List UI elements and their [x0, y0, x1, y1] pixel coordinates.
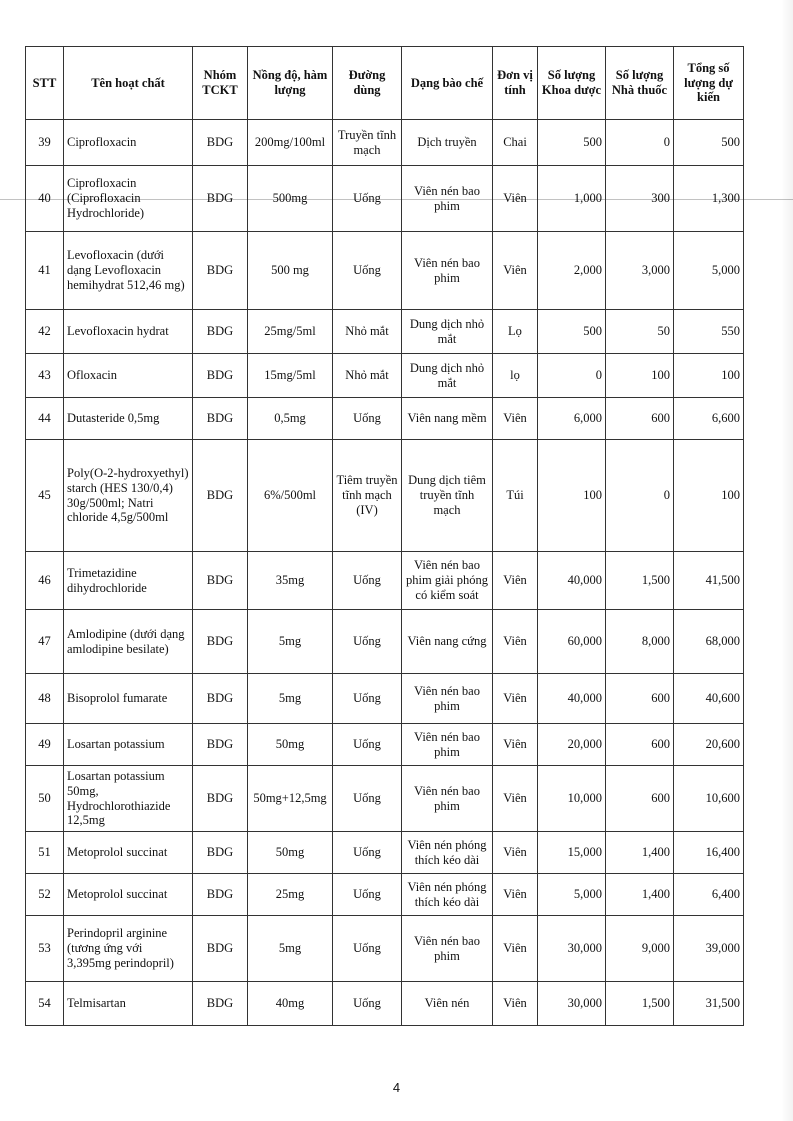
row-total: 31,500: [674, 982, 744, 1026]
row-form: Viên nén phóng thích kéo dài: [402, 874, 493, 916]
row-name: Metoprolol succinat: [64, 832, 193, 874]
row-route: Uống: [333, 166, 402, 232]
row-pharmacy-dept: 20,000: [538, 724, 606, 766]
row-unit: Lọ: [493, 310, 538, 354]
row-group: BDG: [193, 310, 248, 354]
row-group: BDG: [193, 354, 248, 398]
header-name: Tên hoạt chất: [64, 47, 193, 120]
table-row: [26, 166, 744, 232]
row-strength: 50mg+12,5mg: [248, 766, 333, 832]
row-route: Nhỏ mắt: [333, 310, 402, 354]
table-row: [26, 398, 744, 440]
row-stt: 50: [26, 766, 64, 832]
table-row: [26, 354, 744, 398]
table-row: [26, 724, 744, 766]
row-name: Losartan potassium 50mg, Hydrochlorothiazide 12,5mg: [64, 766, 193, 832]
row-group: BDG: [193, 766, 248, 832]
table-row: [26, 310, 744, 354]
row-strength: 500mg: [248, 166, 333, 232]
row-pharmacy-store: 1,400: [606, 832, 674, 874]
row-pharmacy-store: 600: [606, 766, 674, 832]
row-stt: 44: [26, 398, 64, 440]
table-row: [26, 610, 744, 674]
row-group: BDG: [193, 440, 248, 552]
row-form: Viên nén phóng thích kéo dài: [402, 832, 493, 874]
row-strength: 35mg: [248, 552, 333, 610]
row-pharmacy-dept: 60,000: [538, 610, 606, 674]
header-group: Nhóm TCKT: [193, 47, 248, 120]
row-stt: 47: [26, 610, 64, 674]
row-unit: Viên: [493, 232, 538, 310]
row-unit: Viên: [493, 982, 538, 1026]
row-group: BDG: [193, 552, 248, 610]
row-stt: 42: [26, 310, 64, 354]
row-pharmacy-dept: 15,000: [538, 832, 606, 874]
row-name: Metoprolol succinat: [64, 874, 193, 916]
row-form: Viên nén bao phim: [402, 674, 493, 724]
row-stt: 51: [26, 832, 64, 874]
row-name: Ciprofloxacin: [64, 120, 193, 166]
row-group: BDG: [193, 724, 248, 766]
row-form: Viên nén bao phim: [402, 766, 493, 832]
row-strength: 0,5mg: [248, 398, 333, 440]
drug-table: [25, 46, 744, 1026]
page-number: 4: [392, 1080, 401, 1095]
row-stt: 46: [26, 552, 64, 610]
row-pharmacy-store: 1,500: [606, 982, 674, 1026]
row-total: 10,600: [674, 766, 744, 832]
header-stt: STT: [26, 47, 64, 120]
row-total: 100: [674, 440, 744, 552]
table-row: [26, 832, 744, 874]
row-route: Tiêm truyền tĩnh mạch (IV): [333, 440, 402, 552]
table-row: [26, 232, 744, 310]
row-pharmacy-store: 1,400: [606, 874, 674, 916]
row-pharmacy-dept: 5,000: [538, 874, 606, 916]
row-strength: 5mg: [248, 674, 333, 724]
header-strength: Nồng độ, hàm lượng: [248, 47, 333, 120]
row-unit: Viên: [493, 552, 538, 610]
row-unit: Viên: [493, 398, 538, 440]
row-route: Uống: [333, 724, 402, 766]
row-pharmacy-store: 600: [606, 398, 674, 440]
row-pharmacy-dept: 1,000: [538, 166, 606, 232]
row-group: BDG: [193, 120, 248, 166]
row-strength: 50mg: [248, 724, 333, 766]
table-row: [26, 552, 744, 610]
row-strength: 500 mg: [248, 232, 333, 310]
scan-edge-shadow: [781, 0, 793, 1121]
row-strength: 5mg: [248, 610, 333, 674]
table-row: [26, 120, 744, 166]
row-group: BDG: [193, 610, 248, 674]
table-header-row: [26, 47, 744, 120]
table-row: [26, 982, 744, 1026]
row-pharmacy-store: 50: [606, 310, 674, 354]
header-route: Đường dùng: [333, 47, 402, 120]
header-pharmacy-dept: Số lượng Khoa dược: [538, 47, 606, 120]
row-name: Bisoprolol fumarate: [64, 674, 193, 724]
table-row: [26, 916, 744, 982]
table-row: [26, 674, 744, 724]
row-name: Telmisartan: [64, 982, 193, 1026]
row-unit: Viên: [493, 916, 538, 982]
row-form: Viên nang mềm: [402, 398, 493, 440]
row-unit: Viên: [493, 724, 538, 766]
row-pharmacy-dept: 6,000: [538, 398, 606, 440]
row-strength: 40mg: [248, 982, 333, 1026]
row-total: 550: [674, 310, 744, 354]
row-pharmacy-store: 300: [606, 166, 674, 232]
row-route: Uống: [333, 916, 402, 982]
row-form: Dung dịch nhỏ mắt: [402, 354, 493, 398]
row-route: Uống: [333, 982, 402, 1026]
row-pharmacy-store: 600: [606, 674, 674, 724]
row-strength: 15mg/5ml: [248, 354, 333, 398]
row-group: BDG: [193, 916, 248, 982]
row-stt: 54: [26, 982, 64, 1026]
row-strength: 25mg: [248, 874, 333, 916]
row-stt: 43: [26, 354, 64, 398]
row-form: Viên nén bao phim: [402, 916, 493, 982]
row-unit: Viên: [493, 610, 538, 674]
row-pharmacy-store: 3,000: [606, 232, 674, 310]
row-total: 6,400: [674, 874, 744, 916]
row-pharmacy-dept: 10,000: [538, 766, 606, 832]
row-pharmacy-store: 600: [606, 724, 674, 766]
row-pharmacy-dept: 100: [538, 440, 606, 552]
row-stt: 48: [26, 674, 64, 724]
row-stt: 49: [26, 724, 64, 766]
row-name: Trimetazidine dihydrochloride: [64, 552, 193, 610]
row-form: Viên nén: [402, 982, 493, 1026]
row-pharmacy-store: 1,500: [606, 552, 674, 610]
row-route: Uống: [333, 610, 402, 674]
row-unit: Viên: [493, 766, 538, 832]
row-unit: lọ: [493, 354, 538, 398]
row-stt: 40: [26, 166, 64, 232]
row-unit: Viên: [493, 832, 538, 874]
row-route: Uống: [333, 552, 402, 610]
row-pharmacy-dept: 30,000: [538, 916, 606, 982]
row-name: Ofloxacin: [64, 354, 193, 398]
row-group: BDG: [193, 832, 248, 874]
row-pharmacy-store: 0: [606, 120, 674, 166]
row-stt: 45: [26, 440, 64, 552]
row-stt: 52: [26, 874, 64, 916]
row-form: Dịch truyền: [402, 120, 493, 166]
row-route: Nhỏ mắt: [333, 354, 402, 398]
row-unit: Viên: [493, 166, 538, 232]
row-name: Poly(O-2-hydroxyethyl) starch (HES 130/0,4) 30g/500ml; Natri chloride 4,5g/500ml: [64, 440, 193, 552]
row-name: Ciprofloxacin (Ciprofloxacin Hydrochloride): [64, 166, 193, 232]
row-total: 1,300: [674, 166, 744, 232]
header-unit: Đơn vị tính: [493, 47, 538, 120]
row-form: Viên nén bao phim giải phóng có kiểm soát: [402, 552, 493, 610]
row-form: Viên nang cứng: [402, 610, 493, 674]
header-total: Tổng số lượng dự kiến: [674, 47, 744, 120]
row-pharmacy-store: 9,000: [606, 916, 674, 982]
row-strength: 5mg: [248, 916, 333, 982]
row-total: 39,000: [674, 916, 744, 982]
row-group: BDG: [193, 166, 248, 232]
row-group: BDG: [193, 874, 248, 916]
row-route: Uống: [333, 766, 402, 832]
row-name: Losartan potassium: [64, 724, 193, 766]
row-unit: Túi: [493, 440, 538, 552]
row-total: 6,600: [674, 398, 744, 440]
table-row: [26, 440, 744, 552]
header-pharmacy-store: Số lượng Nhà thuốc: [606, 47, 674, 120]
row-unit: Viên: [493, 674, 538, 724]
row-form: Viên nén bao phim: [402, 166, 493, 232]
header-form: Dạng bào chế: [402, 47, 493, 120]
row-route: Uống: [333, 398, 402, 440]
row-pharmacy-dept: 2,000: [538, 232, 606, 310]
row-stt: 39: [26, 120, 64, 166]
row-pharmacy-dept: 500: [538, 120, 606, 166]
row-total: 40,600: [674, 674, 744, 724]
row-total: 68,000: [674, 610, 744, 674]
row-name: Levofloxacin (dưới dạng Levofloxacin hemihydrat 512,46 mg): [64, 232, 193, 310]
row-stt: 41: [26, 232, 64, 310]
table-row: [26, 766, 744, 832]
row-form: Dung dịch nhỏ mắt: [402, 310, 493, 354]
row-route: Uống: [333, 674, 402, 724]
row-total: 100: [674, 354, 744, 398]
row-route: Truyền tĩnh mạch: [333, 120, 402, 166]
row-name: Amlodipine (dưới dạng amlodipine besilate): [64, 610, 193, 674]
row-form: Viên nén bao phim: [402, 724, 493, 766]
row-pharmacy-dept: 40,000: [538, 674, 606, 724]
row-group: BDG: [193, 982, 248, 1026]
table-row: [26, 874, 744, 916]
row-route: Uống: [333, 874, 402, 916]
row-unit: Viên: [493, 874, 538, 916]
row-pharmacy-dept: 30,000: [538, 982, 606, 1026]
row-name: Dutasteride 0,5mg: [64, 398, 193, 440]
row-strength: 50mg: [248, 832, 333, 874]
row-group: BDG: [193, 232, 248, 310]
row-unit: Chai: [493, 120, 538, 166]
row-stt: 53: [26, 916, 64, 982]
row-total: 20,600: [674, 724, 744, 766]
row-total: 41,500: [674, 552, 744, 610]
row-total: 5,000: [674, 232, 744, 310]
row-name: Perindopril arginine (tương ứng với 3,395mg perindopril): [64, 916, 193, 982]
row-strength: 200mg/100ml: [248, 120, 333, 166]
row-form: Viên nén bao phim: [402, 232, 493, 310]
row-pharmacy-dept: 40,000: [538, 552, 606, 610]
row-pharmacy-dept: 500: [538, 310, 606, 354]
row-pharmacy-store: 8,000: [606, 610, 674, 674]
row-group: BDG: [193, 398, 248, 440]
row-form: Dung dịch tiêm truyền tĩnh mạch: [402, 440, 493, 552]
row-route: Uống: [333, 832, 402, 874]
row-group: BDG: [193, 674, 248, 724]
row-pharmacy-dept: 0: [538, 354, 606, 398]
row-name: Levofloxacin hydrat: [64, 310, 193, 354]
row-total: 16,400: [674, 832, 744, 874]
row-strength: 6%/500ml: [248, 440, 333, 552]
row-total: 500: [674, 120, 744, 166]
row-route: Uống: [333, 232, 402, 310]
row-strength: 25mg/5ml: [248, 310, 333, 354]
row-pharmacy-store: 0: [606, 440, 674, 552]
row-pharmacy-store: 100: [606, 354, 674, 398]
